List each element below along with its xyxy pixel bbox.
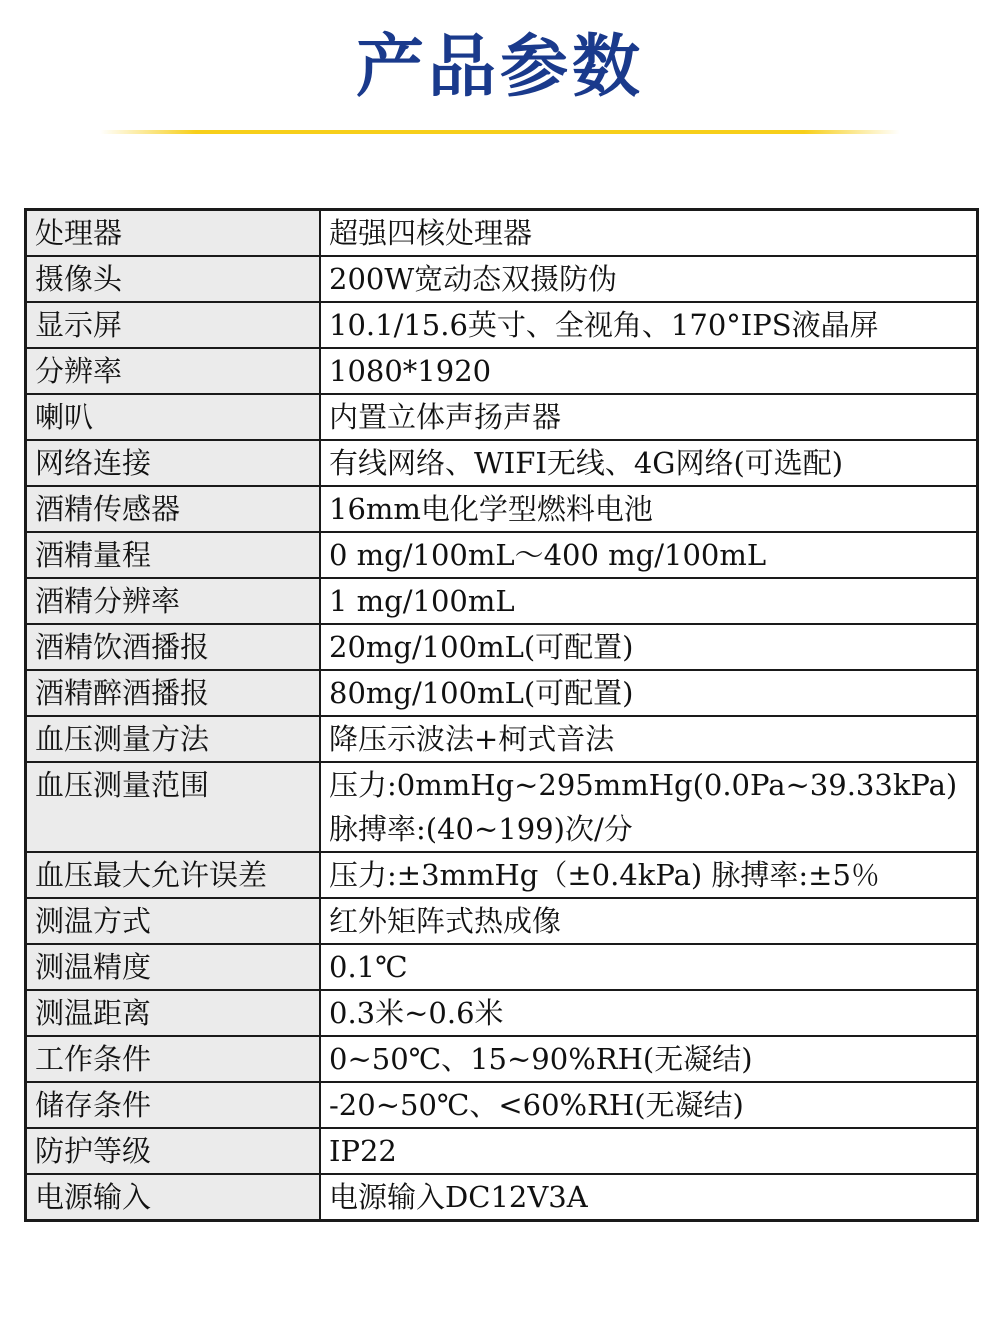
spec-value	[320, 762, 978, 852]
table-row	[26, 852, 978, 898]
spec-label: 血压测量范围	[26, 762, 321, 852]
spec-label: 摄像头	[26, 256, 321, 302]
spec-label: 酒精醉酒播报	[26, 670, 321, 716]
table-row	[26, 1036, 978, 1082]
spec-value-line: 200W宽动态双摄防伪	[329, 262, 618, 296]
spec-value-line: -20~50℃、<60%RH(无凝结)	[329, 1088, 744, 1122]
table-row	[26, 210, 978, 257]
spec-value	[320, 1174, 978, 1221]
spec-value-line: 20mg/100mL(可配置)	[329, 630, 634, 664]
table-row	[26, 302, 978, 348]
spec-value-line: 16mm电化学型燃料电池	[329, 492, 653, 526]
spec-value	[320, 990, 978, 1036]
spec-value	[320, 532, 978, 578]
spec-label: 喇叭	[26, 394, 321, 440]
spec-value-line: 0.3米~0.6米	[329, 996, 504, 1030]
spec-value	[320, 898, 978, 944]
table-row	[26, 578, 978, 624]
spec-label: 网络连接	[26, 440, 321, 486]
spec-value	[320, 670, 978, 716]
table-row	[26, 256, 978, 302]
spec-value-line: 80mg/100mL(可配置)	[329, 676, 634, 710]
spec-value-line: 降压示波法+柯式音法	[329, 722, 615, 756]
spec-label: 酒精饮酒播报	[26, 624, 321, 670]
spec-value-line: IP22	[329, 1134, 397, 1168]
spec-value	[320, 944, 978, 990]
table-row	[26, 532, 978, 578]
spec-value-line: 0.1℃	[329, 950, 408, 984]
spec-label: 测温距离	[26, 990, 321, 1036]
spec-label: 血压测量方法	[26, 716, 321, 762]
spec-value-line: 电源输入DC12V3A	[329, 1180, 588, 1214]
table-row	[26, 348, 978, 394]
spec-value	[320, 256, 978, 302]
spec-label: 测温精度	[26, 944, 321, 990]
spec-value	[320, 852, 978, 898]
spec-value	[320, 1128, 978, 1174]
spec-value	[320, 1036, 978, 1082]
table-row	[26, 670, 978, 716]
spec-value-line: 0 mg/100mL～400 mg/100mL	[329, 538, 767, 572]
spec-value-line: 超强四核处理器	[329, 216, 533, 250]
spec-label: 分辨率	[26, 348, 321, 394]
spec-value	[320, 624, 978, 670]
page-title: 产品参数	[355, 28, 644, 107]
table-row	[26, 1128, 978, 1174]
spec-table-body	[26, 210, 978, 1221]
spec-label: 处理器	[26, 210, 321, 257]
spec-label: 血压最大允许误差	[26, 852, 321, 898]
spec-table	[24, 208, 979, 1222]
spec-value-line: 脉搏率:(40~199)次/分	[329, 812, 633, 846]
spec-value	[320, 394, 978, 440]
spec-value	[320, 302, 978, 348]
spec-label: 酒精传感器	[26, 486, 321, 532]
table-row	[26, 1082, 978, 1128]
spec-label: 储存条件	[26, 1082, 321, 1128]
spec-value-line: 压力:±3mmHg（±0.4kPa) 脉搏率:±5％	[329, 858, 880, 892]
title-underline	[100, 130, 900, 134]
spec-value	[320, 578, 978, 624]
table-row	[26, 898, 978, 944]
table-row	[26, 624, 978, 670]
table-row	[26, 1174, 978, 1221]
spec-label: 测温方式	[26, 898, 321, 944]
spec-value	[320, 440, 978, 486]
table-row	[26, 990, 978, 1036]
spec-value-line: 0~50℃、15~90%RH(无凝结)	[329, 1042, 753, 1076]
table-row	[26, 486, 978, 532]
spec-label: 防护等级	[26, 1128, 321, 1174]
spec-value-line: 内置立体声扬声器	[329, 400, 562, 434]
spec-label: 显示屏	[26, 302, 321, 348]
spec-value-line: 有线网络、WIFI无线、4G网络(可选配)	[329, 446, 844, 480]
table-row	[26, 944, 978, 990]
spec-value	[320, 210, 978, 257]
table-row	[26, 716, 978, 762]
spec-value	[320, 1082, 978, 1128]
spec-label: 酒精分辨率	[26, 578, 321, 624]
spec-value-line: 压力:0mmHg~295mmHg(0.0Pa~39.33kPa)	[329, 768, 958, 802]
table-row	[26, 394, 978, 440]
spec-value-line: 10.1/15.6英寸、全视角、170°IPS液晶屏	[329, 308, 879, 342]
spec-label: 酒精量程	[26, 532, 321, 578]
spec-label: 工作条件	[26, 1036, 321, 1082]
spec-value-line: 红外矩阵式热成像	[329, 904, 562, 938]
table-row	[26, 762, 978, 852]
spec-value	[320, 716, 978, 762]
spec-value-line: 1 mg/100mL	[329, 584, 515, 618]
spec-value	[320, 486, 978, 532]
spec-label: 电源输入	[26, 1174, 321, 1221]
spec-value-line: 1080*1920	[329, 354, 492, 388]
table-row	[26, 440, 978, 486]
spec-value	[320, 348, 978, 394]
